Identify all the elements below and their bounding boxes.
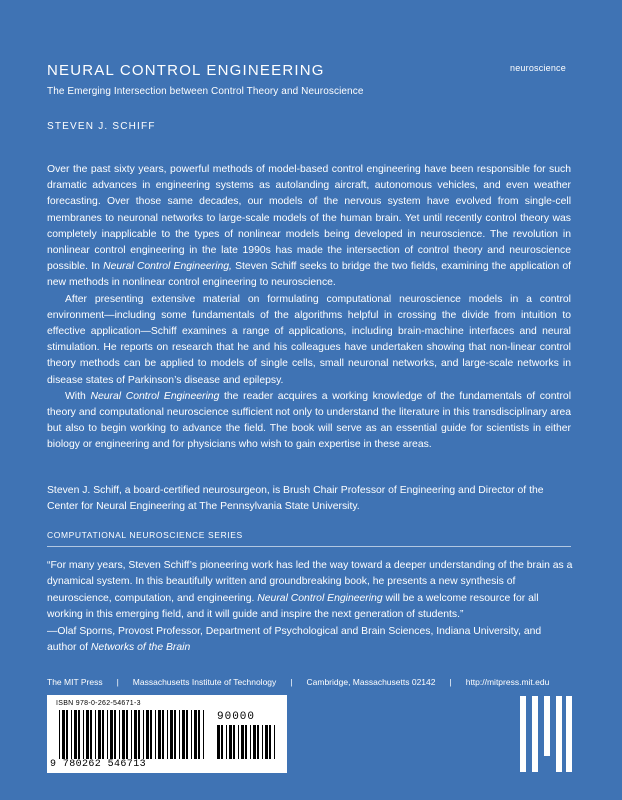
barcode-digits: 9 780262 546713 — [50, 759, 147, 770]
divider — [47, 546, 571, 547]
footer-url: http://mitpress.mit.edu — [465, 677, 550, 687]
barcode-bar — [95, 710, 96, 759]
barcode-bar — [250, 725, 251, 759]
description-blurb — [47, 162, 571, 454]
blurb-p1-title-em: Neural Control Engineering, — [103, 261, 232, 273]
isbn-label: ISBN 978-0-262-54671-3 — [56, 700, 141, 707]
barcode-bar — [269, 725, 271, 759]
barcode-bar — [203, 710, 204, 759]
barcode-bar — [90, 710, 92, 759]
barcode-bar — [262, 725, 263, 759]
barcode-bar — [131, 710, 132, 759]
barcode-bar — [102, 710, 104, 759]
barcode-bar — [229, 725, 232, 759]
blurb-paragraph-1 — [47, 162, 571, 292]
barcode-bar — [226, 725, 227, 759]
footer-institute: Massachusetts Institute of Technology — [132, 677, 277, 687]
barcode-bar — [126, 710, 128, 759]
barcode-bar — [74, 710, 77, 759]
series-tag: neuroscience — [510, 63, 566, 73]
barcode-bar — [257, 725, 259, 759]
barcode-bar — [241, 725, 244, 759]
barcode-bar — [265, 725, 268, 759]
barcode-bar — [253, 725, 256, 759]
blurb-p3-title-em: Neural Control Engineering — [90, 390, 220, 402]
quote-text-b: will be a welcome resource for all working in this emerging field, and it will guide and inspire the next generation of students.” — [47, 592, 539, 621]
blurb-paragraph-3 — [47, 389, 571, 454]
footer-publisher: The MIT Press — [47, 677, 103, 687]
footer-separator: | — [449, 677, 452, 687]
barcode-bar — [174, 710, 176, 759]
barcode-bar — [191, 710, 192, 759]
barcode-bar — [134, 710, 137, 759]
barcode-bar — [71, 710, 72, 759]
barcode-bar — [122, 710, 125, 759]
barcode-bar — [98, 710, 101, 759]
mit-press-chevrons-icon — [515, 694, 575, 774]
publisher-footer — [47, 677, 567, 687]
barcode-bar — [170, 710, 173, 759]
barcode-bar — [138, 710, 140, 759]
barcode-bar — [179, 710, 180, 759]
barcode-bar — [274, 725, 275, 759]
barcode-bar — [62, 710, 65, 759]
barcode-bar — [167, 710, 168, 759]
barcode-bar — [186, 710, 188, 759]
barcode-bar — [59, 710, 60, 759]
blurb-p3-text-b: the reader acquires a working knowledge of the fundamentals of control theory and computational neuroscience sufficient not only to understand the literature in this transdisciplinary area but also to begin working to advance the field. The book will serve as an essential guide for scientists in either biology or engineering and for physicians who wish to gain expertise in these areas. — [47, 390, 571, 451]
barcode-bar — [198, 710, 200, 759]
footer-separator: | — [116, 677, 119, 687]
barcode-bar — [114, 710, 116, 759]
book-author: STEVEN J. SCHIFF — [47, 121, 156, 132]
barcode-bar — [110, 710, 113, 759]
barcode-bar — [162, 710, 164, 759]
blurb-p1-text-b: Steven Schiff seeks to bridge the two fields, examining the application of new methods in nonlinear control engineering to neuroscience. — [47, 261, 571, 289]
barcode-bar — [194, 710, 197, 759]
barcode-bar — [233, 725, 235, 759]
barcode-bar — [150, 710, 152, 759]
barcode-bar — [107, 710, 108, 759]
quote-attribution — [47, 624, 573, 657]
barcode-bar — [83, 710, 84, 759]
barcode-bar — [119, 710, 120, 759]
barcode-bar — [86, 710, 89, 759]
blurb-p1-text-a: Over the past sixty years, powerful methods of model-based control engineering have been responsible for such dramatic advances in engineering systems as autolanding aircraft, autonomous vehicles, and even weather forecasting. Over those same decades, our models of the nervous system have evolved from single-cell membranes to neuronal networks to large-scale models of the human brain. Yet until recently control theory was completely inapplicable to the types of nonlinear models being developed in neuroscience. The revolution in nonlinear control engineering in the late 1990s has made the intersection of control theory and neuroscience possible. In — [47, 164, 571, 273]
attribution-title-em: Networks of the Brain — [90, 642, 191, 654]
barcode-bar — [217, 725, 220, 759]
quote-text — [47, 558, 573, 624]
book-subtitle: The Emerging Intersection between Control Theory and Neuroscience — [47, 86, 364, 97]
barcode-bar — [66, 710, 68, 759]
barcode-bar — [158, 710, 161, 759]
barcode-bar — [182, 710, 185, 759]
barcode-bar — [238, 725, 239, 759]
endorsement-quote — [47, 558, 573, 656]
author-bio: Steven J. Schiff, a board-certified neurosurgeon, is Brush Chair Professor of Engineering and Director of the Center for Neural Engineering at The Pennsylvania State University. — [47, 485, 544, 513]
barcode-bar — [78, 710, 80, 759]
price-code: 90000 — [217, 711, 256, 723]
barcode-bar — [146, 710, 149, 759]
isbn-barcode — [47, 695, 287, 773]
barcode-bar — [143, 710, 144, 759]
footer-separator: | — [290, 677, 293, 687]
quote-text-a: “For many years, Steven Schiff’s pioneering work has led the way toward a deeper understanding of the brain as a dynamical system. In this beautifully written and groundbreaking book, he presents a new synthesis of neuroscience, computation, and engineering. — [47, 560, 573, 604]
series-label: COMPUTATIONAL NEUROSCIENCE SERIES — [47, 530, 243, 540]
blurb-paragraph-2: After presenting extensive material on formulating computational neuroscience models in a control environment—including some fundamentals of the algorithms helpful in crossing the divide from intuition to effective application—Schiff examines a range of applications, including brain-machine interfaces and neural stimulation. He reports on research that he and his colleagues have undertaken showing that non-linear control theory methods can be applied to models of single cells, small neuronal networks, and large-scale networks in disease states of Parkinson’s disease and epilepsy. — [47, 293, 571, 386]
barcode-bar — [221, 725, 223, 759]
quote-title-em: Neural Control Engineering — [257, 592, 383, 604]
blurb-p3-text-a: With — [65, 390, 91, 402]
barcode-bar — [245, 725, 247, 759]
book-title: NEURAL CONTROL ENGINEERING — [47, 62, 325, 79]
attribution-text: —Olaf Sporns, Provost Professor, Department of Psychological and Brain Sciences, Indiana University, and author of — [47, 625, 542, 654]
footer-location: Cambridge, Massachusetts 02142 — [306, 677, 436, 687]
barcode-bar — [155, 710, 156, 759]
